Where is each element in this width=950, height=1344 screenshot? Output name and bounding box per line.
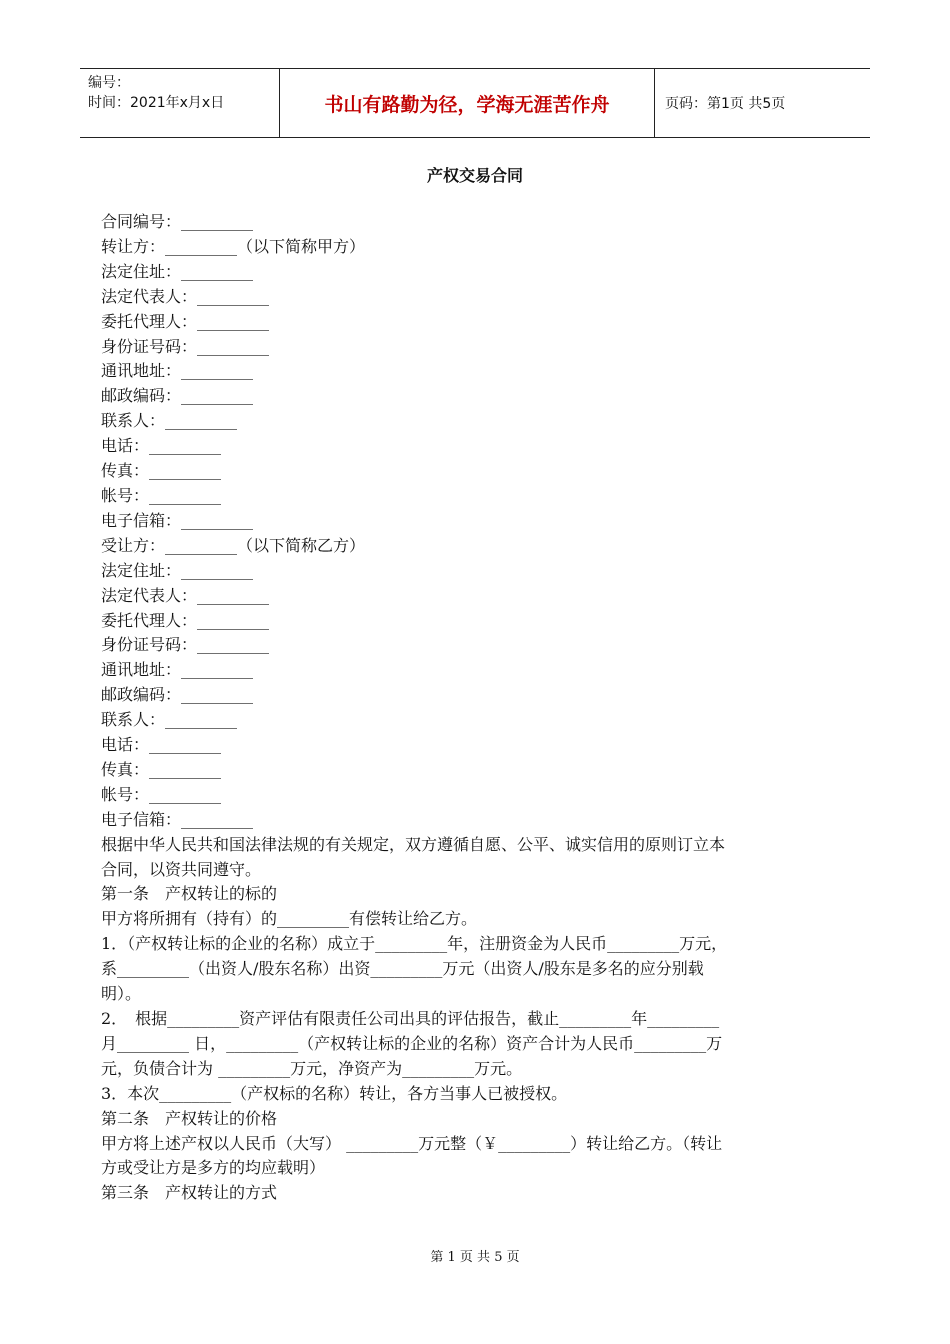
contract-line: 转让方：_________（以下简称甲方）: [101, 236, 366, 256]
contract-line: 受让方：_________（以下简称乙方）: [101, 535, 366, 555]
contract-line: 3．本次_________（产权标的名称）转让，各方当事人已被授权。: [101, 1083, 568, 1103]
contract-line: 方或受让方是多方的均应载明）: [101, 1158, 326, 1178]
contract-title: 产权交易合同: [426, 166, 523, 185]
contract-line: 通讯地址：_________: [101, 361, 254, 381]
contract-line: 法定代表人：_________: [101, 585, 270, 605]
contract-line: 2． 根据_________资产评估有限责任公司出具的评估报告，截止_________年_________: [101, 1009, 720, 1028]
contract-line: 邮政编码：_________: [101, 386, 254, 406]
contract-line: 1．（产权转让标的企业的名称）成立于_________年，注册资金为人民币_________万元，: [101, 934, 728, 954]
contract-line: 帐号：_________: [101, 485, 222, 505]
contract-line: 法定代表人：_________: [101, 286, 270, 306]
contract-line: 委托代理人：_________: [101, 610, 270, 630]
contract-line: 传真：_________: [101, 461, 222, 481]
contract-line: 帐号：_________: [101, 784, 222, 804]
document-number: 编号：: [88, 75, 130, 91]
header-motto: 书山有路勤为径，学海无涯苦作舟: [280, 69, 655, 137]
contract-line: 传真：_________: [101, 759, 222, 779]
contract-line: 电话：_________: [101, 735, 222, 755]
contract-line: 系_________（出资人/股东名称）出资_________万元（出资人/股东是多名的应分别载: [101, 959, 704, 979]
contract-line: 合同编号：_________: [101, 212, 254, 231]
contract-line: 元，负债合计为 _________万元，净资产为_________万元。: [101, 1058, 523, 1078]
contract-line: 合同，以资共同遵守。: [101, 859, 262, 879]
contract-line: 电子信箱：_________: [101, 809, 254, 829]
contract-line: 第三条 产权转让的方式: [101, 1183, 278, 1203]
contract-line: 联系人：_________: [101, 710, 238, 730]
contract-line: 身份证号码：_________: [101, 336, 270, 356]
contract-line: 通讯地址：_________: [101, 660, 254, 680]
contract-line: 根据中华人民共和国法律法规的有关规定，双方遵循自愿、公平、诚实信用的原则订立本: [101, 834, 726, 854]
contract-line: 甲方将上述产权以人民币（大写） _________万元整（￥_________）转让给乙方。（转让: [101, 1133, 723, 1153]
contract-line: 身份证号码：_________: [101, 635, 270, 655]
contract-line: 明）。: [101, 984, 142, 1004]
page-footer: 第 1 页 共 5 页: [430, 1250, 520, 1265]
contract-line: 联系人：_________: [101, 411, 238, 431]
header-page-info: 页码：第1页 共5页: [665, 96, 786, 112]
contract-line: 法定住址：_________: [101, 560, 254, 580]
contract-line: 电话：_________: [101, 436, 222, 456]
contract-line: 第一条 产权转让的标的: [101, 884, 278, 904]
contract-line: 第二条 产权转让的价格: [101, 1108, 278, 1128]
document-time: 时间：2021年x月x日: [88, 95, 225, 111]
header-meta: [80, 69, 280, 137]
document-header: [80, 68, 870, 138]
contract-line: 电子信箱：_________: [101, 510, 254, 530]
contract-line: 委托代理人：_________: [101, 311, 270, 331]
contract-line: 月_________ 日，_________（产权转让标的企业的名称）资产合计为人民币_________万: [101, 1033, 723, 1053]
contract-line: 法定住址：_________: [101, 261, 254, 281]
contract-line: 甲方将所拥有（持有）的_________有偿转让给乙方。: [101, 909, 478, 929]
contract-body: [101, 210, 851, 1206]
contract-line: 邮政编码：_________: [101, 685, 254, 705]
